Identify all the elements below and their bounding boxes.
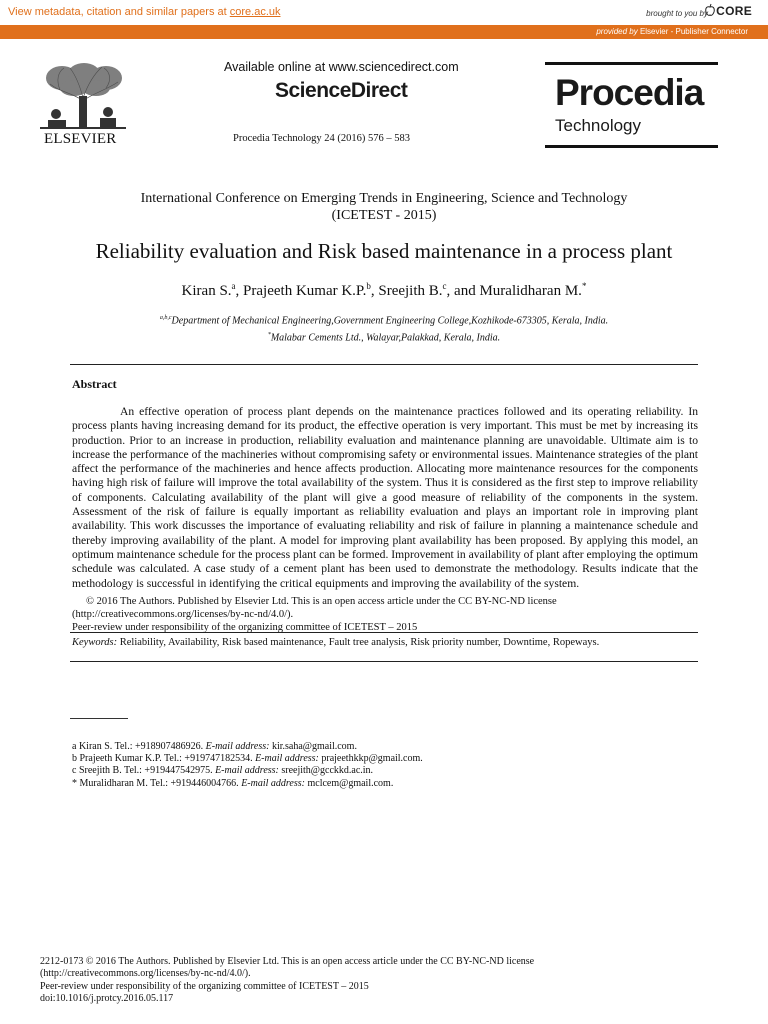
author-name: Muralidharan M. [479,283,582,299]
abstract-top-rule [70,364,698,365]
author-name: Kiran S. [181,283,232,299]
provided-by-label[interactable]: provided by Elsevier - Publisher Connector [596,27,748,36]
journal-reference: Procedia Technology 24 (2016) 576 – 583 [233,133,410,144]
core-logo[interactable]: CORE [716,4,752,18]
footnote-item: b Prajeeth Kumar K.P. Tel.: +919747182534. E-mail address: prajeethkkp@gmail.com. [72,753,423,765]
metadata-link[interactable]: View metadata, citation and similar papers at core.ac.uk [8,6,281,18]
procedia-wordmark: Procedia [555,72,704,113]
keywords-list: Reliability, Availability, Risk based maintenance, Fault tree analysis, Risk priority number, Downtime, Ropeways. [117,637,600,648]
brought-to-you-label: brought to you by [646,9,708,18]
author-list: Kiran S.$^a$, Prajeeth Kumar K.P.$^b$, Sreejith B.$^c$, and Muralidharan M.* [181,281,587,299]
license-url[interactable]: (http://creativecommons.org/licenses/by-nc-nd/4.0/). [40,968,251,980]
keywords-label: Keywords: [72,637,118,648]
email-link[interactable]: sreejith@gcckkd.ac.in. [278,765,374,777]
core-banner [0,0,768,26]
issn-line: 2212-0173 © 2016 The Authors. Published by Elsevier Ltd. This is an open access article under the CC BY-NC-ND license [40,956,535,967]
publication-info [40,956,730,1006]
affiliation-line: *Malabar Cements Ltd., Walayar,Palakkad, Kerala, India. [267,332,501,344]
elsevier-tree-logo [40,62,126,130]
affiliation-line: $^{a,b,c}$Department of Mechanical Engineering,Government Engineering College,Kozhikode-673305, Kerala, India. [159,315,609,327]
keywords-top-rule [70,632,698,633]
conference-line-1: International Conference on Emerging Trends in Engineering, Science and Technology [140,191,628,206]
author-footnotes [72,741,698,790]
abstract-heading: Abstract [72,377,117,391]
footnote-item: a Kiran S. Tel.: +918907486926. E-mail address: kir.saha@gmail.com. [72,741,357,752]
license-line: © 2016 The Authors. Published by Elsevier Ltd. This is an open access article under the CC BY-NC-ND license [86,596,557,607]
author-affiliation-mark: a [231,281,236,291]
email-link[interactable]: prajeethkkp@gmail.com. [318,753,423,765]
peer-review-statement: Peer-review under responsibility of the organizing committee of ICETEST – 2015 [40,980,369,992]
paper-title: Reliability evaluation and Risk based maintenance in a process plant [95,239,673,263]
sciencedirect-logo: ScienceDirect [275,79,408,102]
keywords-bottom-rule [70,661,698,662]
elsevier-wordmark: ELSEVIER [44,131,117,147]
conference-line-2: (ICETEST - 2015) [331,208,437,223]
email-link[interactable]: mclcem@gmail.com. [304,777,394,789]
core-apple-icon [705,3,715,17]
keywords [72,637,698,648]
author-name: Sreejith B. [378,283,443,299]
footnote-rule [70,718,128,719]
conference-name [60,190,708,224]
footnote-item: * Muralidharan M. Tel.: +919446004766. E-mail address: mclcem@gmail.com. [72,777,394,789]
doi[interactable]: doi:10.1016/j.protcy.2016.05.117 [40,993,174,1005]
author-name: Prajeeth Kumar K.P. [243,283,367,299]
license-statement [72,595,698,634]
peer-review-statement: Peer-review under responsibility of the organizing committee of ICETEST – 2015 [72,622,418,633]
author-affiliation-mark: * [581,281,587,291]
email-link[interactable]: kir.saha@gmail.com. [269,741,357,752]
technology-wordmark: Technology [555,116,642,135]
core-ac-uk-link[interactable]: core.ac.uk [229,6,281,18]
available-online-text: Available online at www.sciencedirect.com [224,60,459,74]
abstract-text: An effective operation of process plant depends on the maintenance practices followed and its operating reliability. In process plants having increasing demand for its product, the effective operation is very important. This must be met by increasing its production. Prior to an increase in production, reliability evaluation and maintenance planning are unavoidable. Ultimate aim is to increase the performance of the machineries without compromising safety or environmental issues. Maintenance strategies of the plant affect the performance of the machineries and hence affects production. Allocating more maintenance resources for the components having high risk of failure will improve the total availability of the system. Thus it is considered as the first step to improve reliability of components. Calculating availability of the plant will give a good measure of reliability of the components in the system. Assessment of the risk of failure is equally important as reliability evaluation and plays an important role in improving plant availability. This work discusses the importance of evaluating reliability and risk of failure in planning a maintenance schedule and thereby improving availability of the plant. A model for improving plant availability has been proposed. By applying this model, an optimum maintenance schedule for the process plant can be formed. Improvement in availability of plant after employing the optimum schedule was calculated. A case study of a cement plant has been used to demonstrate the methodology. Results indicate that the methodology is successful in identifying the critical equipments and improving the availability of the system. [72,405,698,590]
author-affiliation-mark: b [366,281,371,291]
provided-by-bar [0,25,768,39]
footnote-item: c Sreejith B. Tel.: +919447542975. E-mail address: sreejith@gcckkd.ac.in. [72,765,374,777]
license-url[interactable]: (http://creativecommons.org/licenses/by-nc-nd/4.0/). [72,609,294,620]
author-affiliation-mark: c [442,281,447,291]
affiliations [60,311,708,346]
procedia-technology-logo [545,62,718,148]
